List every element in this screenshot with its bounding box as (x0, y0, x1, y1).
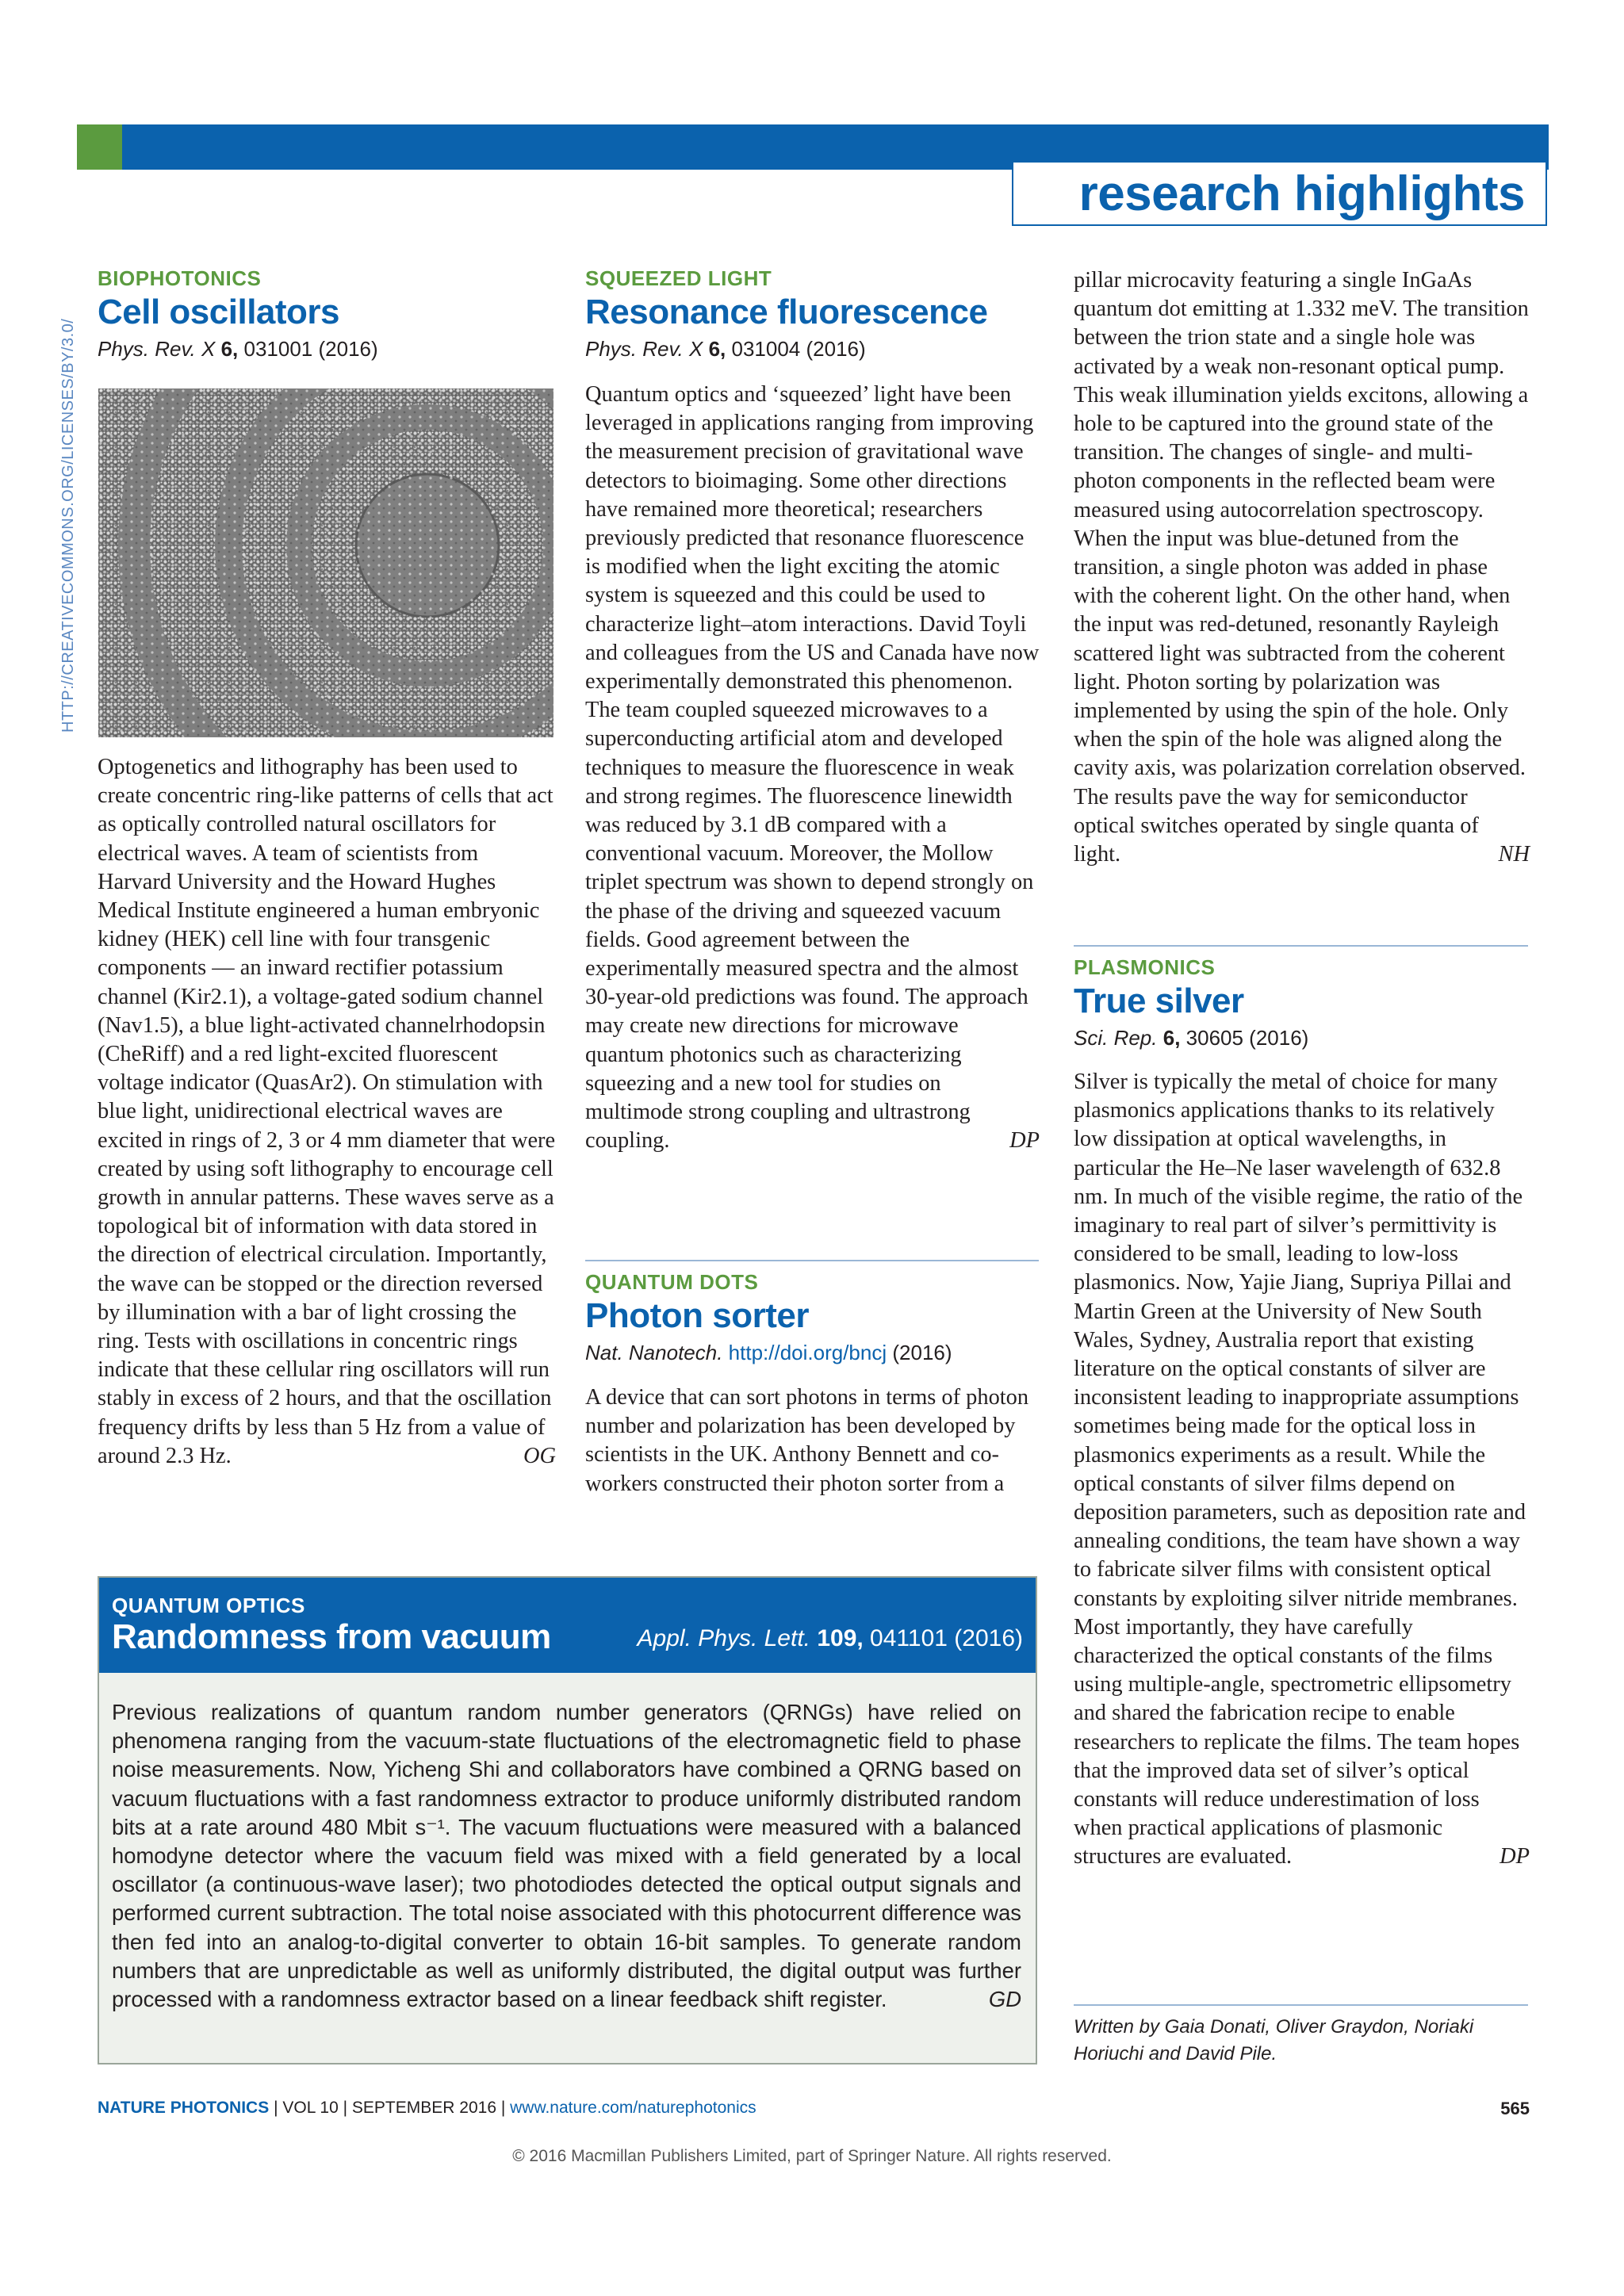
concentric-rings-figure (98, 388, 553, 737)
article-citation: Nat. Nanotech. http://doi.org/bncj (2016) (585, 1341, 952, 1364)
section-title: research highlights (1078, 166, 1525, 221)
journal-link[interactable]: www.nature.com/naturephotonics (510, 2099, 756, 2117)
section-title-tab (1012, 163, 1547, 226)
article-body: Optogenetics and lithography has been used to create concentric ring-like patterns of cells that act as optically controlled natural oscillators for electrical waves. A team of scientists from Harvard University and the Howard Hughes Medical Institute engineered a human embryonic kidney (HEK) cell line with four transgenic components — an inward rectifier potassium channel (Kir2.1), a voltage-gated sodium channel (Nav1.5), a blue light-activated channelrhodopsin (CheRiff) and a red light-excited fluorescent voltage indicator (QuasAr2). On stimulation with blue light, unidirectional electrical waves are excited in rings of 2, 3 or 4 mm diameter that were created by using soft lithography to encourage cell growth in annular patterns. These waves serve as a topological bit of information with data stored in the direction of electrical circulation. Importantly, the wave can be stopped or the direction reversed by illumination with a bar of light crossing the ring. Tests with oscillations in concentric rings indicate that these cellular ring oscillators will run stably in excess of 2 hours, and that the oscillation frequency drifts by less than 5 Hz from a value of around 2.3 Hz. OG (98, 753, 556, 1471)
article-kicker: QUANTUM OPTICS (112, 1594, 305, 1617)
divider (1074, 945, 1528, 947)
article-photon-sorter-header (585, 1270, 1040, 1365)
article-body: Quantum optics and ‘squeezed’ light have been leveraged in applications ranging from improving the measurement precision of gravitational wave detectors to bioimaging. Some other directions have remained more theoretical; researchers previously predicted that resonance fluorescence is modified when the light exciting the atomic system is squeezed and this could be used to characterize light–atom interactions. David Toyli and colleagues from the US and Canada have now experimentally demonstrated this phenomenon. The team coupled squeezed microwaves to a superconducting artificial atom and developed techniques to measure the fluorescence in weak and strong regimes. The fluorescence linewidth was reduced by 3.1 dB compared with a conventional vacuum. Moreover, the Mollow triplet spectrum was shown to depend strongly on the phase of the driving and squeezed vacuum fields. Good agreement between the experimentally measured spectra and the almost 30-year-old predictions was found. The approach may create new directions for microwave quantum photonics such as characterizing squeezing and a new tool for studies on multimode strong coupling and ultrastrong coupling. DP (585, 381, 1040, 1155)
article-body: pillar microcavity featuring a single InGaAs quantum dot emitting at 1.332 meV. The transition between the trion state and a single hole was activated by a weak non-resonant optical pump. This weak illumination yields excitons, allowing a hole to be captured into the ground state of the transition. The changes of single- and multi-photon components in the reflected beam were measured using autocorrelation spectroscopy. When the input was blue-detuned from the transition, a single photon was added in phase with the coherent light. On the other hand, when the input was red-detuned, resonantly Rayleigh scattered light was subtracted from the coherent light. Photon sorting by polarization was implemented by using the spin of the hole. Only when the spin of the hole was aligned along the cavity axis, was polarization correlation observed. The results pave the way for semiconductor optical switches operated by single quanta of light. NH (1074, 266, 1530, 869)
article-kicker: QUANTUM DOTS (585, 1270, 759, 1294)
article-photon-sorter-body-start (585, 1383, 1040, 1498)
author-initials: OG (523, 1443, 556, 1468)
divider (1074, 2004, 1528, 2006)
page-number: 565 (1500, 2099, 1530, 2118)
banner-green-block (77, 124, 122, 170)
article-body: Silver is typically the metal of choice for many plasmonics applications thanks to its relatively low dissipation at optical wavelengths, in particular the He–Ne laser wavelength of 632.8 nm. In much of the visible regime, the ratio of the imaginary to real part of silver’s permittivity is considered to be small, leading to low-loss plasmonics. Now, Yajie Jiang, Supriya Pillai and Martin Green at the University of New South Wales, Sydney, Australia report that existing literature on the optical constants of silver are inconsistent leading to inappropriate assumptions sometimes being made for the optical loss in plasmonics experiments as a result. While the optical constants of silver films depend on deposition parameters, such as deposition rate and annealing conditions, the team have shown a way to fabricate silver films with consistent optical constants by exploiting silver nitride membranes. Most importantly, they have carefully characterized the optical constants of the films using multiple-angle, spectrometric ellipsometry and shared the fabrication recipe to enable researchers to replicate the films. The team hopes that the improved data set of silver’s optical constants will reduce underestimation of loss when practical applications of plasmonic structures are evaluated. DP (1074, 1068, 1530, 1872)
article-citation: Appl. Phys. Lett. 109, 041101 (2016) (637, 1625, 1023, 1651)
copyright: © 2016 Macmillan Publishers Limited, part of Springer Nature. All rights reserved. (512, 2147, 1112, 2165)
article-cell-oscillators-header (98, 266, 556, 362)
article-citation: Sci. Rep. 6, 30605 (2016) (1074, 1026, 1309, 1050)
article-randomness-box (98, 1576, 1037, 2064)
article-title: Randomness from vacuum (112, 1617, 551, 1656)
author-initials: GD (988, 1987, 1021, 2012)
author-initials: DP (1009, 1128, 1040, 1154)
article-citation: Phys. Rev. X 6, 031004 (2016) (585, 337, 866, 361)
box-header (99, 1578, 1036, 1673)
article-title: Photon sorter (585, 1296, 809, 1335)
article-title: Cell oscillators (98, 293, 340, 331)
divider (585, 1260, 1039, 1261)
article-kicker: PLASMONICS (1074, 955, 1216, 979)
article-kicker: SQUEEZED LIGHT (585, 266, 772, 290)
concentric-rings-image (98, 388, 553, 737)
article-photon-sorter-body-cont (1074, 266, 1530, 869)
article-true-silver-header (1074, 955, 1530, 1050)
article-true-silver-body (1074, 1068, 1530, 1872)
article-resonance-body (585, 381, 1040, 1155)
article-title: True silver (1074, 982, 1244, 1020)
byline: Written by Gaia Donati, Oliver Graydon, Noriaki Horiuchi and David Pile. (1074, 2016, 1474, 2064)
page-footer (98, 2099, 1530, 2118)
image-credit: HTTP://CREATIVECOMMONS.ORG/LICENSES/BY/3.0/ (59, 318, 77, 733)
article-body: A device that can sort photons in terms of photon number and polarization has been developed by scientists in the UK. Anthony Bennett and co-workers constructed their photon sorter from a (585, 1385, 1029, 1496)
article-title: Resonance fluorescence (585, 293, 988, 331)
doi-link[interactable]: http://doi.org/bncj (728, 1341, 887, 1364)
issue-info: | VOL 10 | SEPTEMBER 2016 | (269, 2099, 511, 2117)
article-body: Previous realizations of quantum random number generators (QRNGs) have relied on phenomena ranging from the vacuum-state fluctuations of the electromagnetic field to phase noise measurements. Now, Yicheng Shi and collaborators have combined a QRNG based on vacuum fluctuations with a fast randomness extractor to produce uniformly distributed random bits at a rate around 480 Mbit s⁻¹. The vacuum fluctuations were measured with a balanced homodyne detector where the vacuum field was mixed with a field generated by a local oscillator (a continuous-wave laser); two photodiodes detected the optical output signals and performed current subtraction. The total noise associated with this photocurrent difference was then fed into an analog-to-digital converter to obtain 16-bit samples. To generate random numbers that are unpredictable as well as uniformly distributed, the digital output was further processed with a randomness extractor based on a linear feedback shift register. GD (112, 1698, 1021, 2014)
author-initials: DP (1500, 1844, 1530, 1869)
author-initials: NH (1498, 842, 1530, 867)
article-cell-oscillators-body (98, 753, 556, 1471)
article-kicker: BIOPHOTONICS (98, 266, 262, 290)
article-citation: Phys. Rev. X 6, 031001 (2016) (98, 337, 378, 361)
article-resonance-header (585, 266, 1040, 362)
journal-name: NATURE PHOTONICS (98, 2099, 270, 2117)
